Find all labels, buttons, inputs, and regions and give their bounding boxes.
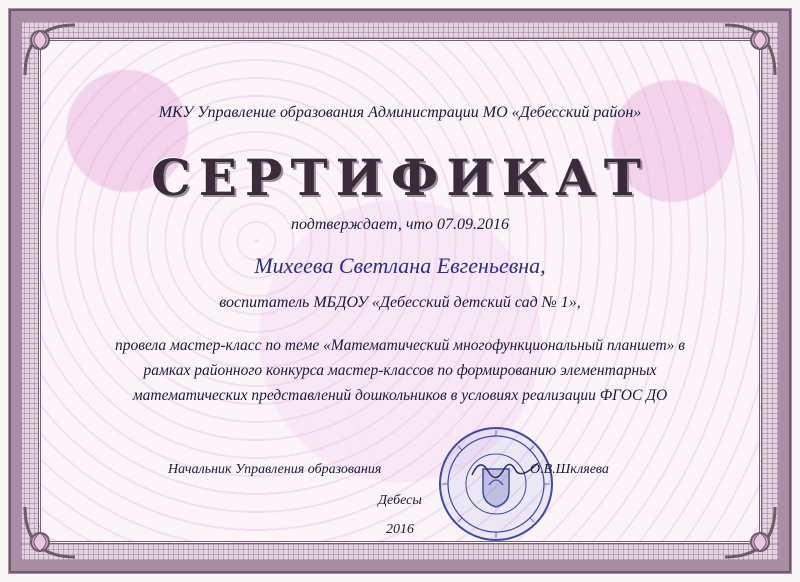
signatory-name: О.В.Шкляева	[530, 462, 609, 477]
recipient-name: Михеева Светлана Евгеньевна,	[254, 253, 546, 278]
corner-ornament-icon	[720, 20, 780, 80]
issuer-line: МКУ Управление образования Администрации МО «Дебесский район»	[158, 104, 642, 121]
body-line: математических представлений дошкольников в условиях реализации ФГОС ДО	[132, 387, 668, 404]
city: Дебесы	[378, 493, 422, 508]
corner-ornament-icon	[20, 20, 80, 80]
certificate-title: СЕРТИФИКАТ	[150, 148, 650, 207]
confirmation-line: подтверждает, что 07.09.2016	[290, 216, 510, 233]
year: 2016	[386, 522, 414, 537]
recipient-position: воспитатель МБДОУ «Дебесский детский сад № 1»,	[219, 294, 581, 311]
body-line: рамках районного конкурса мастер-классов по формированию элементарных	[143, 362, 657, 379]
certificate-body	[60, 333, 740, 408]
body-line: провела мастер-класс по теме «Математический многофункциональный планшет» в	[114, 337, 685, 354]
signatory-title: Начальник Управления образования	[168, 462, 382, 477]
